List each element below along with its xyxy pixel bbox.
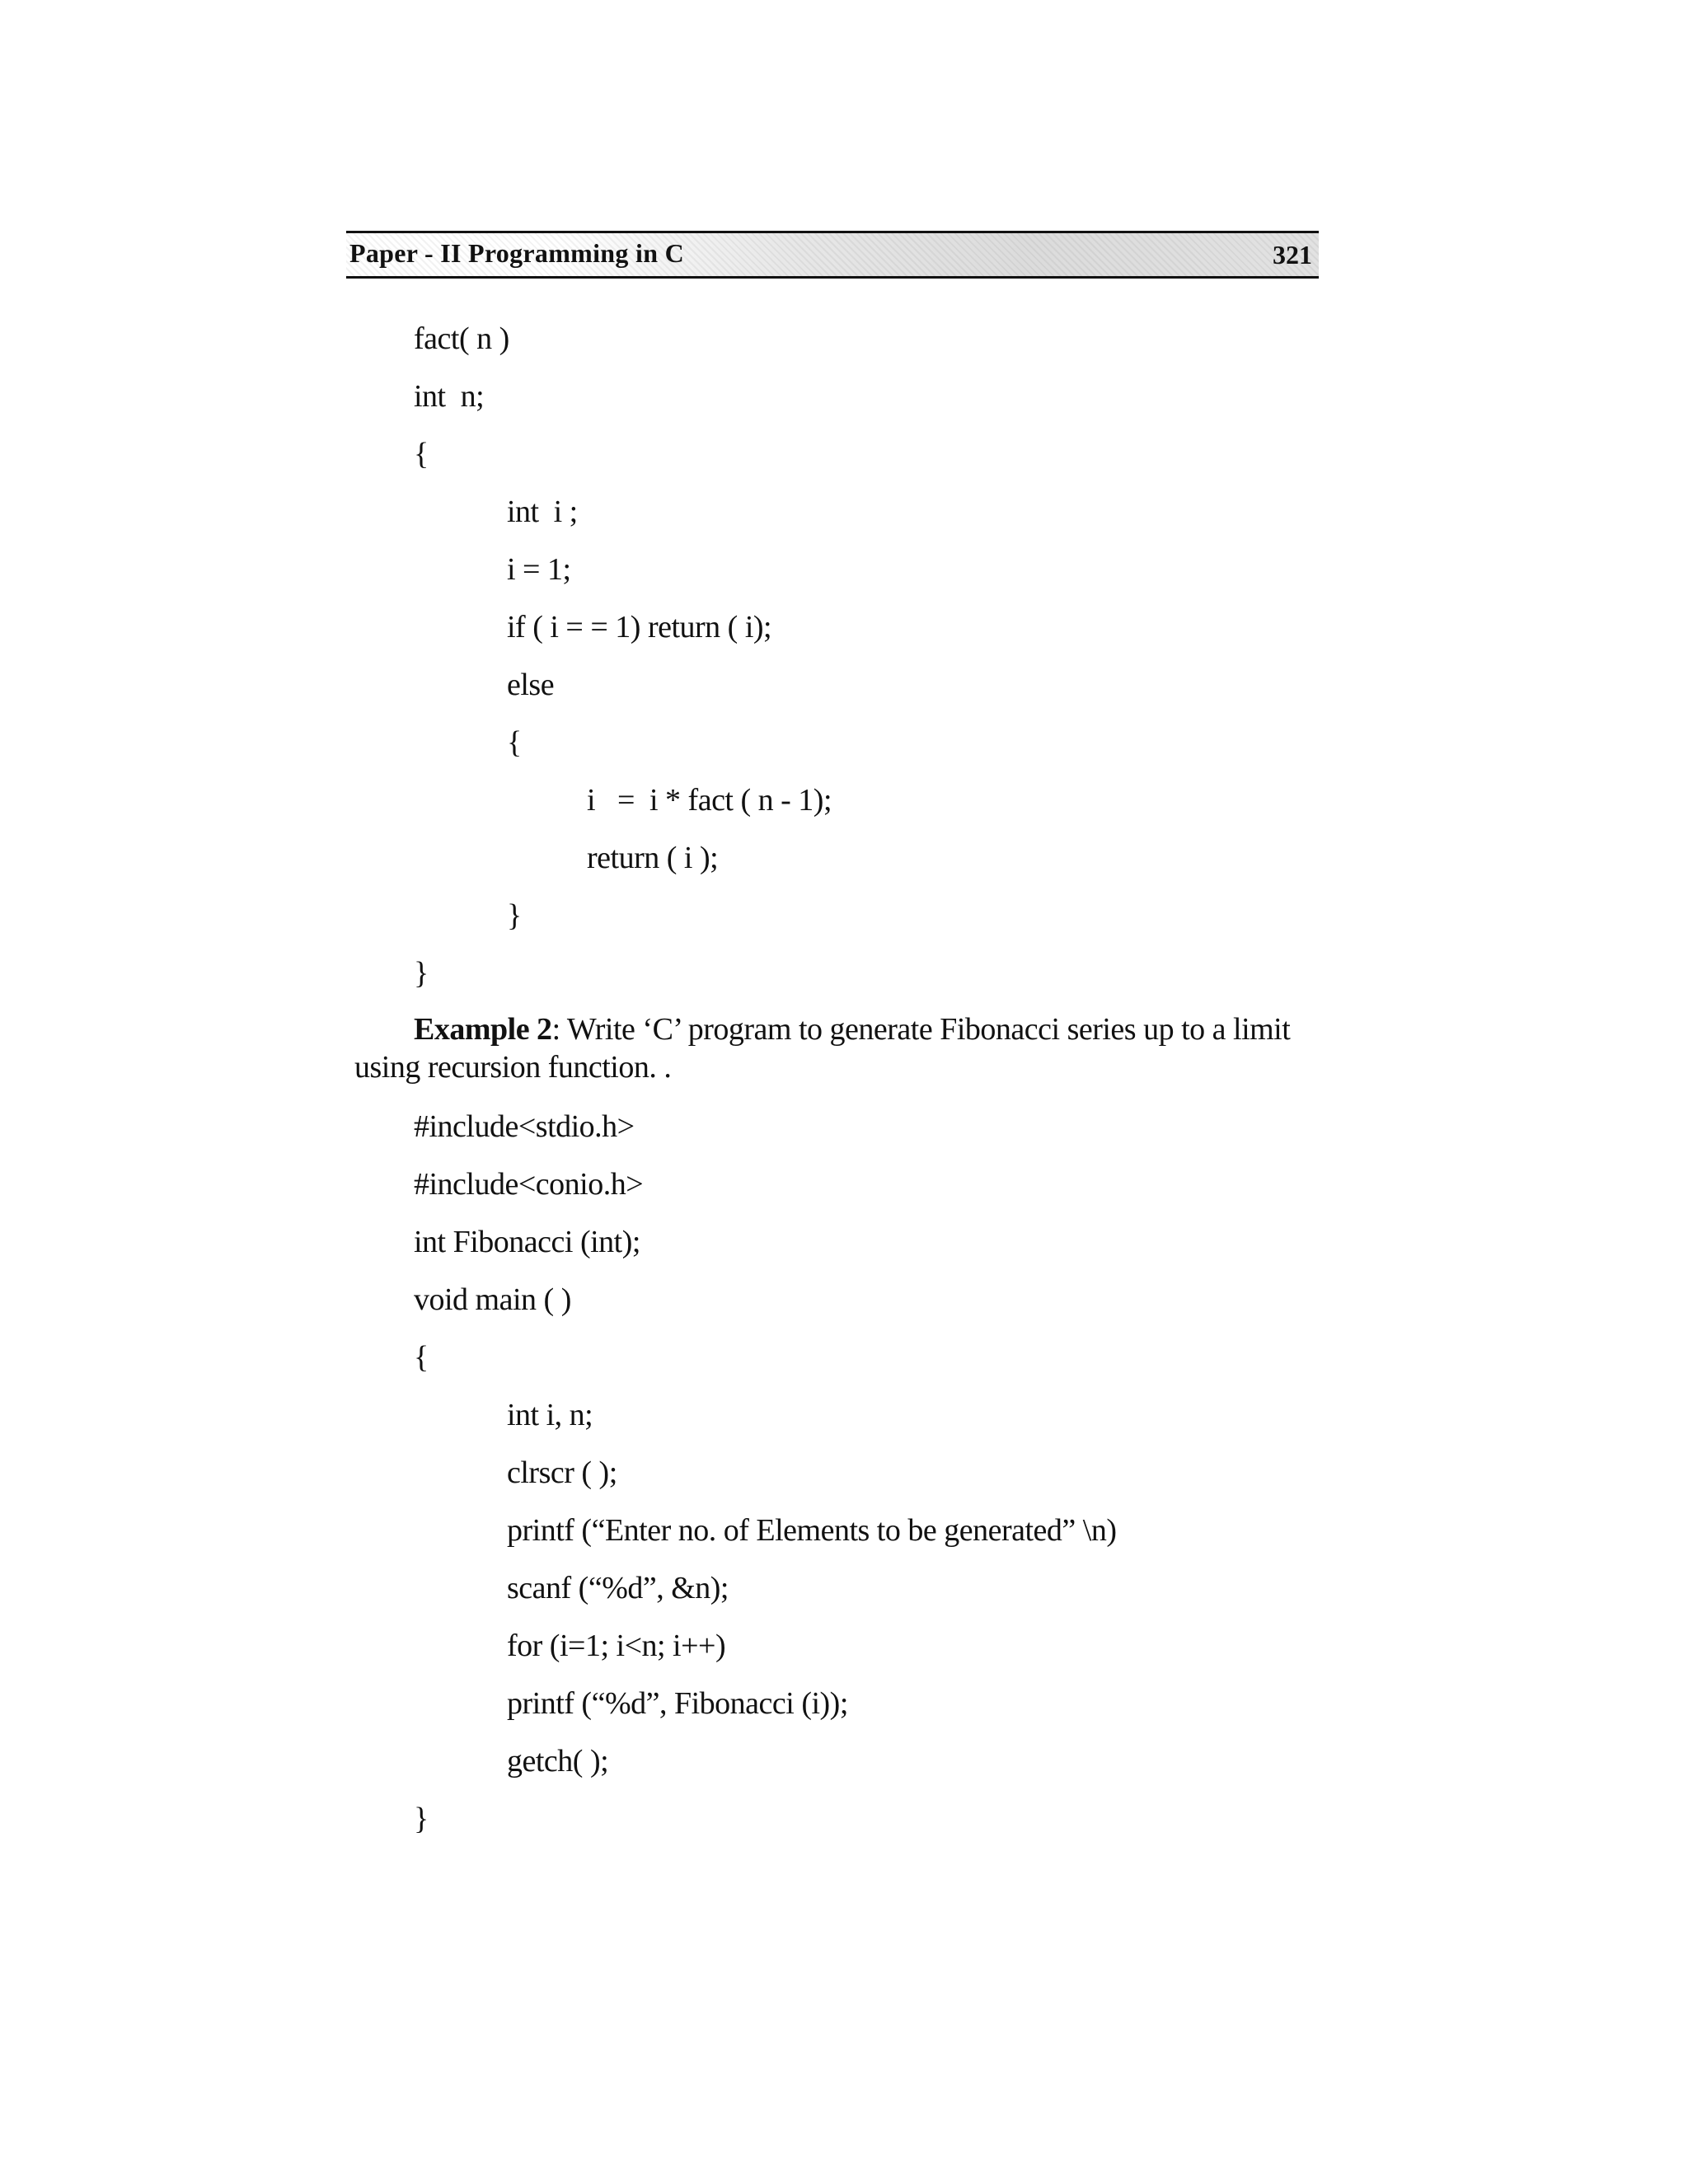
- example-label: Example 2: [414, 1012, 552, 1047]
- code-line: if ( i = = 1) return ( i);: [507, 610, 772, 644]
- code-line: printf (“%d”, Fibonacci (i));: [507, 1686, 848, 1721]
- example-line-2: using recursion function. .: [354, 1050, 672, 1085]
- code-line: i = 1;: [507, 552, 571, 587]
- code-line: #include<conio.h>: [414, 1167, 644, 1202]
- code-line: {: [414, 1340, 429, 1375]
- code-line: for (i=1; i<n; i++): [507, 1629, 726, 1663]
- code-line: {: [414, 437, 429, 471]
- example-line-1: [354, 1010, 1327, 1048]
- page-header: [346, 231, 1319, 279]
- code-line: getch( );: [507, 1744, 609, 1779]
- page-number: 321: [1273, 240, 1312, 269]
- code-line: clrscr ( );: [507, 1455, 617, 1490]
- code-line: int i, n;: [507, 1398, 593, 1432]
- code-line: int n;: [414, 379, 485, 414]
- example-paragraph: [354, 1010, 1327, 1086]
- code-line: return ( i );: [587, 841, 719, 875]
- code-line: printf (“Enter no. of Elements to be generated” \n): [507, 1513, 1117, 1548]
- code-line: }: [507, 898, 522, 933]
- header-title: Paper - II Programming in C: [349, 238, 685, 268]
- example-text: : Write ‘C’ program to generate Fibonacci series up to a limit: [551, 1012, 1291, 1047]
- code-line: int i ;: [507, 494, 578, 529]
- code-line: int Fibonacci (int);: [414, 1225, 640, 1259]
- code-line: }: [414, 956, 429, 991]
- code-line: scanf (“%d”, &n);: [507, 1571, 729, 1605]
- code-line: #include<stdio.h>: [414, 1109, 635, 1144]
- code-line: fact( n ): [414, 321, 509, 356]
- code-line: else: [507, 668, 555, 702]
- code-line: i = i * fact ( n - 1);: [587, 783, 832, 818]
- code-line: {: [507, 725, 522, 760]
- code-line: }: [414, 1802, 429, 1836]
- code-line: void main ( ): [414, 1282, 571, 1317]
